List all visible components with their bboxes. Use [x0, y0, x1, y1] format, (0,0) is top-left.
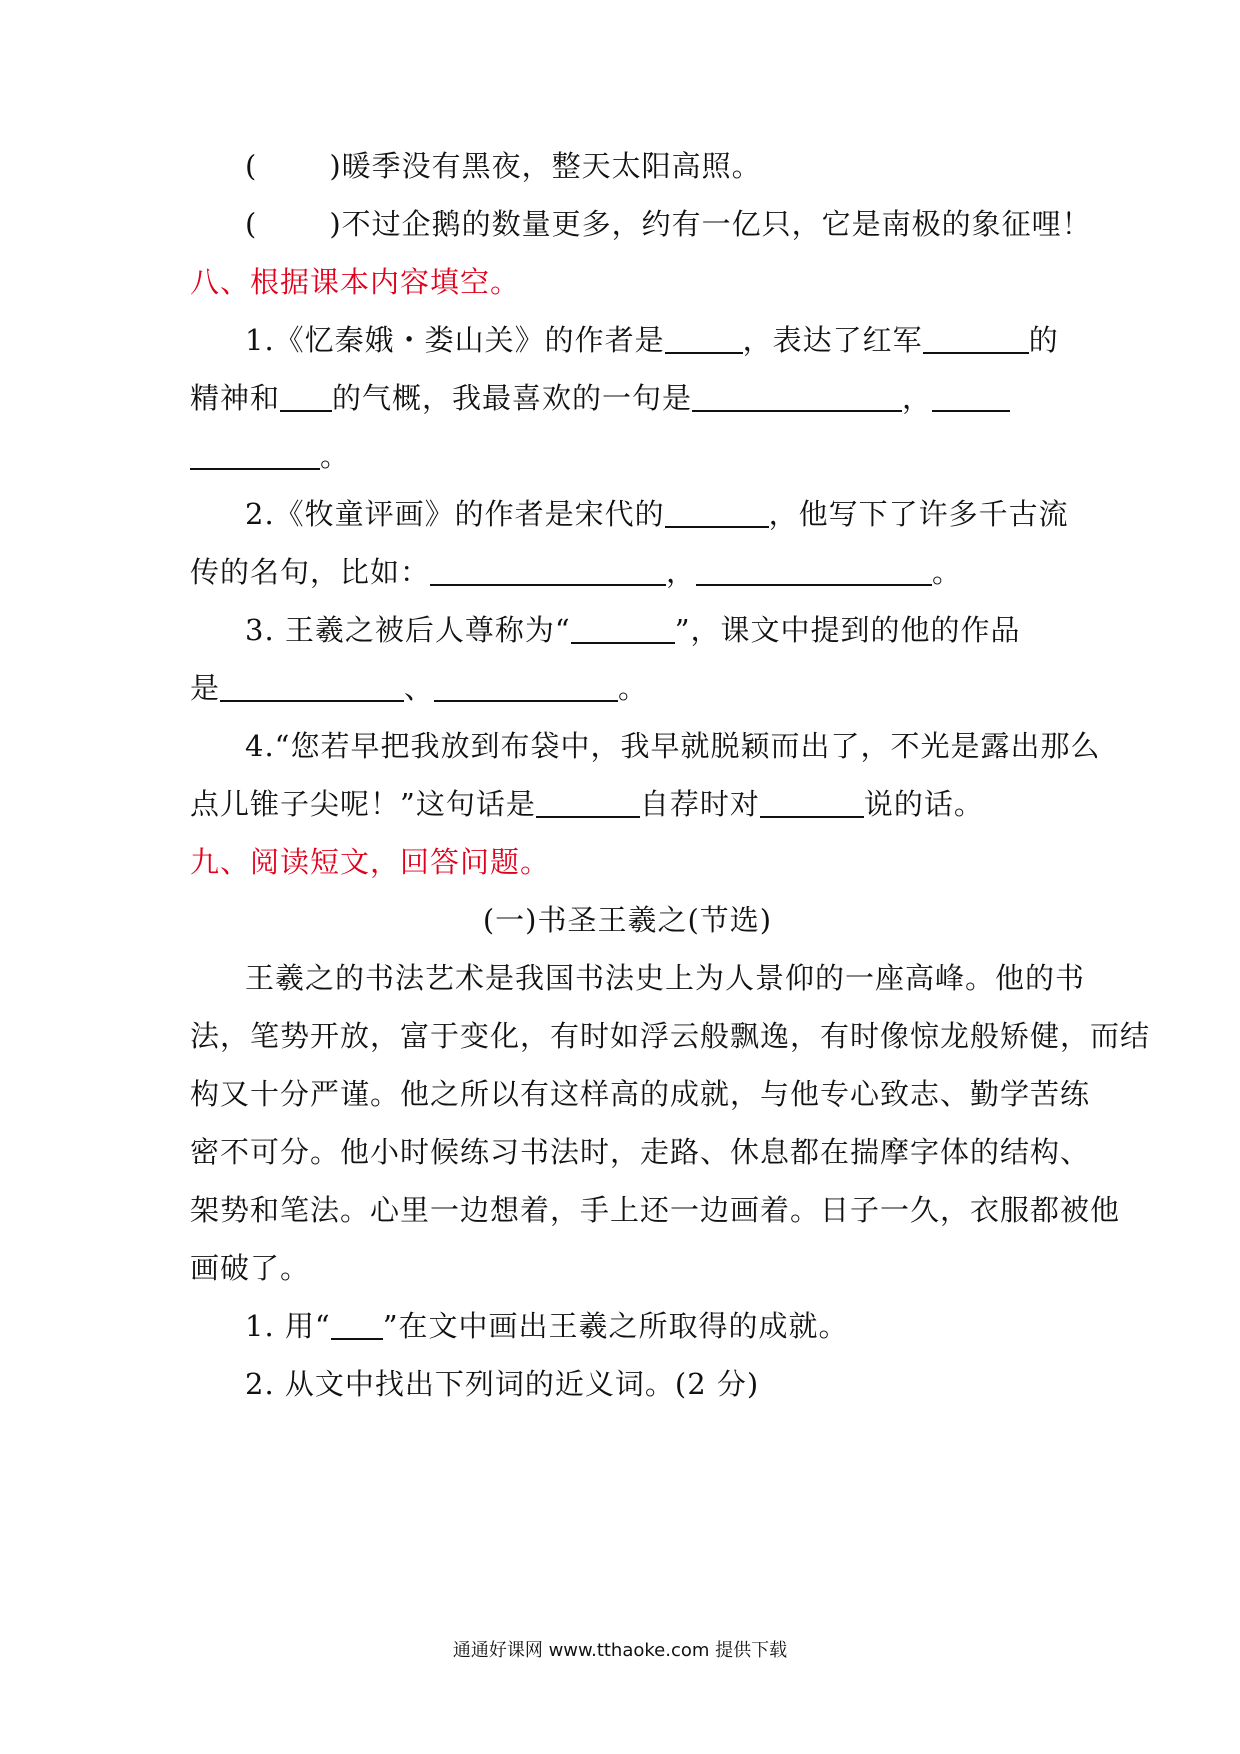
- s8-q1-line2: [190, 378, 1065, 418]
- s9-q2: 2. 从文中找出下列词的近义词。(2 分): [245, 1367, 760, 1401]
- s8-q4-text: 点儿锥子尖呢！”这句话是: [190, 787, 536, 821]
- answer-blank[interactable]: [923, 322, 1029, 354]
- s8-q1-text: 的气概，我最喜欢的一句是: [332, 381, 693, 415]
- paren-close: ): [329, 149, 342, 183]
- paren-open: (: [245, 207, 258, 241]
- s8-q1-text: ，: [902, 381, 933, 415]
- s8-q1-text: ，表达了红军: [742, 323, 923, 357]
- s8-q4-line1: 4.“您若早把我放到布袋中，我早就脱颖而出了，不光是露出那么: [245, 729, 1101, 763]
- s9-q1: [245, 1306, 1065, 1346]
- answer-blank[interactable]: [536, 786, 640, 818]
- s9-q1-text: ”在文中画出王羲之所取得的成就。: [382, 1309, 849, 1343]
- answer-blank[interactable]: [190, 438, 320, 470]
- s8-q2-text: 传的名句，比如：: [190, 555, 431, 589]
- s8-q2-text: 。: [932, 555, 963, 589]
- passage-line: 密不可分。他小时候练习书法时，走路、休息都在揣摩字体的结构、: [190, 1135, 1091, 1169]
- s8-q1-text: 的: [1028, 323, 1059, 357]
- passage-line: 构又十分严谨。他之所以有这样高的成就，与他专心致志、勤学苦练: [190, 1077, 1091, 1111]
- footer-credit: 通通好课网 www.tthaoke.com 提供下载: [452, 1640, 788, 1661]
- answer-blank[interactable]: [696, 554, 932, 586]
- s8-q4-text: 说的话。: [863, 787, 984, 821]
- s8-q4-line2: [190, 784, 1065, 824]
- answer-blank[interactable]: [760, 786, 864, 818]
- s8-q1-text: 。: [320, 439, 351, 473]
- answer-blank[interactable]: [220, 670, 404, 702]
- s8-q3-text: 。: [618, 671, 649, 705]
- answer-blank[interactable]: [430, 554, 666, 586]
- s8-q3-line2: [190, 668, 1065, 708]
- answer-blank[interactable]: [692, 380, 902, 412]
- s8-q2-text: 2.《牧童评画》的作者是宋代的: [245, 497, 665, 531]
- answer-blank[interactable]: [665, 322, 743, 354]
- s8-q2-line1: [245, 494, 1069, 534]
- section9-heading: 九、阅读短文，回答问题。: [190, 845, 551, 879]
- item-b-text: 不过企鹅的数量更多，约有一亿只，它是南极的象征哩！: [341, 207, 1092, 241]
- s8-q3-text: 是: [190, 671, 221, 705]
- s8-q3-text: ”，课文中提到的他的作品: [674, 613, 1021, 647]
- section8-heading: 八、根据课本内容填空。: [190, 265, 521, 299]
- paren-close: ): [329, 207, 342, 241]
- s9-q1-text: 1. 用“: [245, 1309, 331, 1343]
- passage-line: 王羲之的书法艺术是我国书法史上为人景仰的一座高峰。他的书: [245, 961, 1086, 995]
- s8-q3-line1: [245, 610, 1065, 650]
- answer-blank[interactable]: [932, 380, 1010, 412]
- fill-item-a: [245, 146, 1065, 186]
- s8-q2-text: ，: [666, 555, 697, 589]
- answer-blank[interactable]: [434, 670, 618, 702]
- answer-blank[interactable]: [665, 496, 769, 528]
- s8-q1-text: 精神和: [190, 381, 281, 415]
- s8-q2-text: ，他写下了许多千古流: [768, 497, 1069, 531]
- s8-q2-line2: [190, 552, 1065, 592]
- passage-line: 法，笔势开放，富于变化，有时如浮云般飘逸，有时像惊龙般矫健，而结: [190, 1019, 1151, 1053]
- paren-open: (: [245, 149, 258, 183]
- underline-sample: [331, 1308, 383, 1340]
- fill-item-b: [245, 204, 1092, 244]
- passage-title: (一)书圣王羲之(节选): [482, 903, 773, 937]
- s8-q1-text: 1.《忆秦娥・娄山关》的作者是: [245, 323, 665, 357]
- s8-q3-text: 3. 王羲之被后人尊称为“: [245, 613, 571, 647]
- passage-line: 架势和笔法。心里一边想着，手上还一边画着。日子一久，衣服都被他: [190, 1193, 1121, 1227]
- s8-q1-line3: [190, 436, 1065, 476]
- item-a-text: 暖季没有黑夜，整天太阳高照。: [341, 149, 762, 183]
- answer-blank[interactable]: [280, 380, 332, 412]
- s8-q4-text: 自荐时对: [639, 787, 760, 821]
- s8-q3-text: 、: [404, 671, 435, 705]
- passage-line: 画破了。: [190, 1251, 311, 1285]
- s8-q1-line1: [245, 320, 1065, 360]
- answer-blank[interactable]: [571, 612, 675, 644]
